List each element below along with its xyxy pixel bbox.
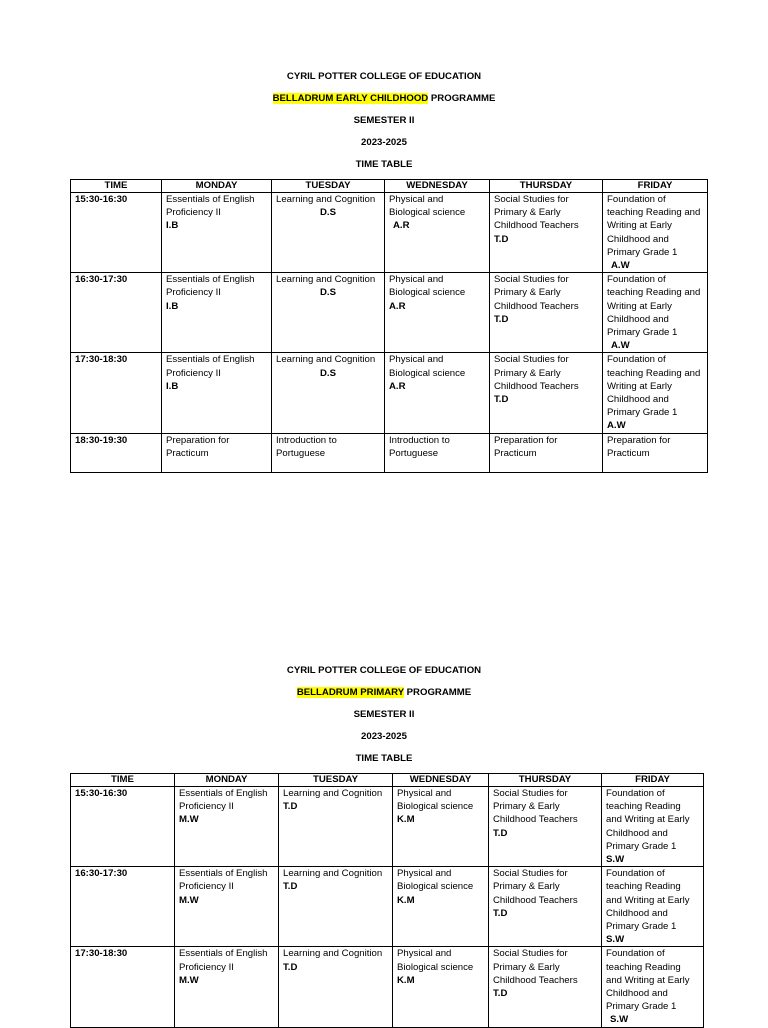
col-header-monday: MONDAY xyxy=(175,774,279,787)
class-cell xyxy=(490,193,603,273)
lecturer-initials: A.W xyxy=(611,340,630,352)
class-cell xyxy=(272,193,385,273)
course-name: Essentials of English Proficiency II xyxy=(166,194,255,219)
course-name: Physical and Biological science xyxy=(397,868,474,893)
years-label: 2023-2025 xyxy=(361,137,407,148)
class-cell xyxy=(490,433,603,472)
lecturer-initials: M.W xyxy=(179,894,199,906)
lecturer-initials: S.W xyxy=(606,854,625,866)
lecturer-initials: D.S xyxy=(320,207,336,219)
class-cell xyxy=(393,787,489,867)
programme-title xyxy=(0,686,768,699)
lecturer-initials: K.M xyxy=(397,894,415,906)
course-name: Preparation for Practicum xyxy=(607,434,671,459)
course-name: Learning and Cognition xyxy=(276,354,376,366)
course-name: Learning and Cognition xyxy=(276,274,376,286)
semester-label: SEMESTER II xyxy=(353,709,415,720)
lecturer-initials: I.B xyxy=(166,220,179,232)
class-cell xyxy=(162,353,272,433)
col-header-time: TIME xyxy=(71,774,175,787)
lecturer-initials: T.D xyxy=(494,394,509,406)
class-cell xyxy=(385,193,490,273)
programme-title xyxy=(0,92,768,105)
lecturer-initials: S.W xyxy=(606,934,625,946)
time-slot: 17:30-18:30 xyxy=(71,353,162,433)
lecturer-initials: T.D xyxy=(493,827,508,839)
course-name: Essentials of English Proficiency II xyxy=(179,948,268,973)
timetable-primary xyxy=(70,773,704,1028)
lecturer-initials: I.B xyxy=(166,380,179,392)
col-header-tuesday: TUESDAY xyxy=(279,774,393,787)
time-slot: 16:30-17:30 xyxy=(71,867,175,947)
course-name: Foundation of teaching Reading and Writing at Early Childhood and Primary Grade 1 xyxy=(606,868,690,933)
course-name: Social Studies for Primary & Early Childhood Teachers xyxy=(493,948,578,986)
class-cell xyxy=(385,433,490,472)
class-cell xyxy=(272,273,385,353)
lecturer-initials: T.D xyxy=(283,801,298,813)
class-cell xyxy=(602,787,704,867)
course-name: Preparation for Practicum xyxy=(166,434,230,459)
table-row xyxy=(71,353,708,433)
class-cell xyxy=(279,947,393,1027)
lecturer-initials: K.M xyxy=(397,974,415,986)
class-cell xyxy=(162,273,272,353)
col-header-thursday: THURSDAY xyxy=(490,180,603,193)
course-name: Essentials of English Proficiency II xyxy=(179,788,268,813)
class-cell xyxy=(175,867,279,947)
course-name: Social Studies for Primary & Early Childhood Teachers xyxy=(493,868,578,906)
col-header-monday: MONDAY xyxy=(162,180,272,193)
course-name: Learning and Cognition xyxy=(283,788,383,799)
lecturer-initials: M.W xyxy=(179,814,199,826)
class-cell xyxy=(162,433,272,472)
class-cell xyxy=(490,273,603,353)
time-slot: 15:30-16:30 xyxy=(71,787,175,867)
programme-suffix: PROGRAMME xyxy=(403,687,472,698)
class-cell xyxy=(175,947,279,1027)
course-name: Essentials of English Proficiency II xyxy=(179,868,268,893)
course-name: Social Studies for Primary & Early Childhood Teachers xyxy=(494,354,579,392)
lecturer-initials: I.B xyxy=(166,300,179,312)
class-cell xyxy=(175,787,279,867)
time-slot: 18:30-19:30 xyxy=(71,433,162,472)
col-header-wednesday: WEDNESDAY xyxy=(385,180,490,193)
lecturer-initials: A.R xyxy=(393,220,410,232)
course-name: Learning and Cognition xyxy=(283,868,383,880)
lecturer-initials: A.R xyxy=(389,300,406,312)
course-name: Learning and Cognition xyxy=(283,948,383,960)
course-name: Foundation of teaching Reading and Writing at Early Childhood and Primary Grade 1 xyxy=(606,948,690,1013)
lecturer-initials: A.W xyxy=(607,420,626,432)
course-name: Preparation for Practicum xyxy=(494,434,558,459)
class-cell xyxy=(489,867,602,947)
header-row xyxy=(71,774,704,787)
lecturer-initials: D.S xyxy=(320,367,336,379)
course-name: Social Studies for Primary & Early Childhood Teachers xyxy=(493,788,578,826)
table-row xyxy=(71,867,704,947)
class-cell xyxy=(385,273,490,353)
lecturer-initials: T.D xyxy=(283,961,298,973)
col-header-time: TIME xyxy=(71,180,162,193)
class-cell xyxy=(272,433,385,472)
course-name: Foundation of teaching Reading and Writing at Early Childhood and Primary Grade 1 xyxy=(607,354,701,419)
class-cell xyxy=(272,353,385,433)
class-cell xyxy=(489,947,602,1027)
course-name: Foundation of teaching Reading and Writing at Early Childhood and Primary Grade 1 xyxy=(607,274,701,339)
col-header-friday: FRIDAY xyxy=(603,180,708,193)
time-slot: 17:30-18:30 xyxy=(71,947,175,1027)
col-header-tuesday: TUESDAY xyxy=(272,180,385,193)
course-name: Introduction to Portuguese xyxy=(276,434,337,459)
timetable-title: TIME TABLE xyxy=(355,159,413,170)
class-cell xyxy=(603,273,708,353)
college-name: CYRIL POTTER COLLEGE OF EDUCATION xyxy=(286,665,482,676)
class-cell xyxy=(162,193,272,273)
course-name: Physical and Biological science xyxy=(389,194,466,219)
lecturer-initials: K.M xyxy=(397,814,415,826)
lecturer-initials: D.S xyxy=(320,287,336,299)
course-name: Essentials of English Proficiency II xyxy=(166,274,255,299)
class-cell xyxy=(385,353,490,433)
col-header-friday: FRIDAY xyxy=(602,774,704,787)
table-row xyxy=(71,787,704,867)
header-row xyxy=(71,180,708,193)
class-cell xyxy=(393,867,489,947)
class-cell xyxy=(603,193,708,273)
class-cell xyxy=(603,353,708,433)
course-name: Introduction to Portuguese xyxy=(389,434,450,459)
lecturer-initials: A.R xyxy=(389,380,406,392)
programme-highlight: BELLADRUM EARLY CHILDHOOD xyxy=(272,93,429,104)
table-row xyxy=(71,193,708,273)
table-row xyxy=(71,433,708,472)
course-name: Foundation of teaching Reading and Writing at Early Childhood and Primary Grade 1 xyxy=(607,194,701,258)
course-name: Social Studies for Primary & Early Childhood Teachers xyxy=(494,194,579,232)
class-cell xyxy=(603,433,708,472)
time-slot: 15:30-16:30 xyxy=(71,193,162,273)
lecturer-initials: T.D xyxy=(283,881,298,893)
lecturer-initials: T.D xyxy=(494,313,509,325)
col-header-wednesday: WEDNESDAY xyxy=(393,774,489,787)
col-header-thursday: THURSDAY xyxy=(489,774,602,787)
table-row xyxy=(71,947,704,1027)
timetable-title: TIME TABLE xyxy=(355,753,413,764)
time-slot: 16:30-17:30 xyxy=(71,273,162,353)
class-cell xyxy=(602,947,704,1027)
table-row xyxy=(71,273,708,353)
college-name: CYRIL POTTER COLLEGE OF EDUCATION xyxy=(286,71,482,82)
timetable-ec xyxy=(70,179,708,473)
class-cell xyxy=(279,787,393,867)
course-name: Learning and Cognition xyxy=(276,194,376,205)
course-name: Physical and Biological science xyxy=(397,788,474,813)
class-cell xyxy=(602,867,704,947)
programme-suffix: PROGRAMME xyxy=(428,93,496,104)
course-name: Physical and Biological science xyxy=(389,274,466,299)
course-name: Essentials of English Proficiency II xyxy=(166,354,255,379)
course-name: Physical and Biological science xyxy=(389,354,466,379)
course-name: Social Studies for Primary & Early Childhood Teachers xyxy=(494,274,579,312)
class-cell xyxy=(393,947,489,1027)
class-cell xyxy=(279,867,393,947)
lecturer-initials: A.W xyxy=(611,260,630,272)
lecturer-initials: T.D xyxy=(493,988,508,1000)
lecturer-initials: M.W xyxy=(179,974,199,986)
course-name: Physical and Biological science xyxy=(397,948,474,973)
lecturer-initials: S.W xyxy=(610,1014,629,1026)
course-name: Foundation of teaching Reading and Writing at Early Childhood and Primary Grade 1 xyxy=(606,788,690,852)
semester-label: SEMESTER II xyxy=(353,115,415,126)
lecturer-initials: T.D xyxy=(494,233,509,245)
class-cell xyxy=(489,787,602,867)
programme-highlight: BELLADRUM PRIMARY xyxy=(296,687,404,698)
class-cell xyxy=(490,353,603,433)
years-label: 2023-2025 xyxy=(361,731,407,742)
lecturer-initials: T.D xyxy=(493,907,508,919)
